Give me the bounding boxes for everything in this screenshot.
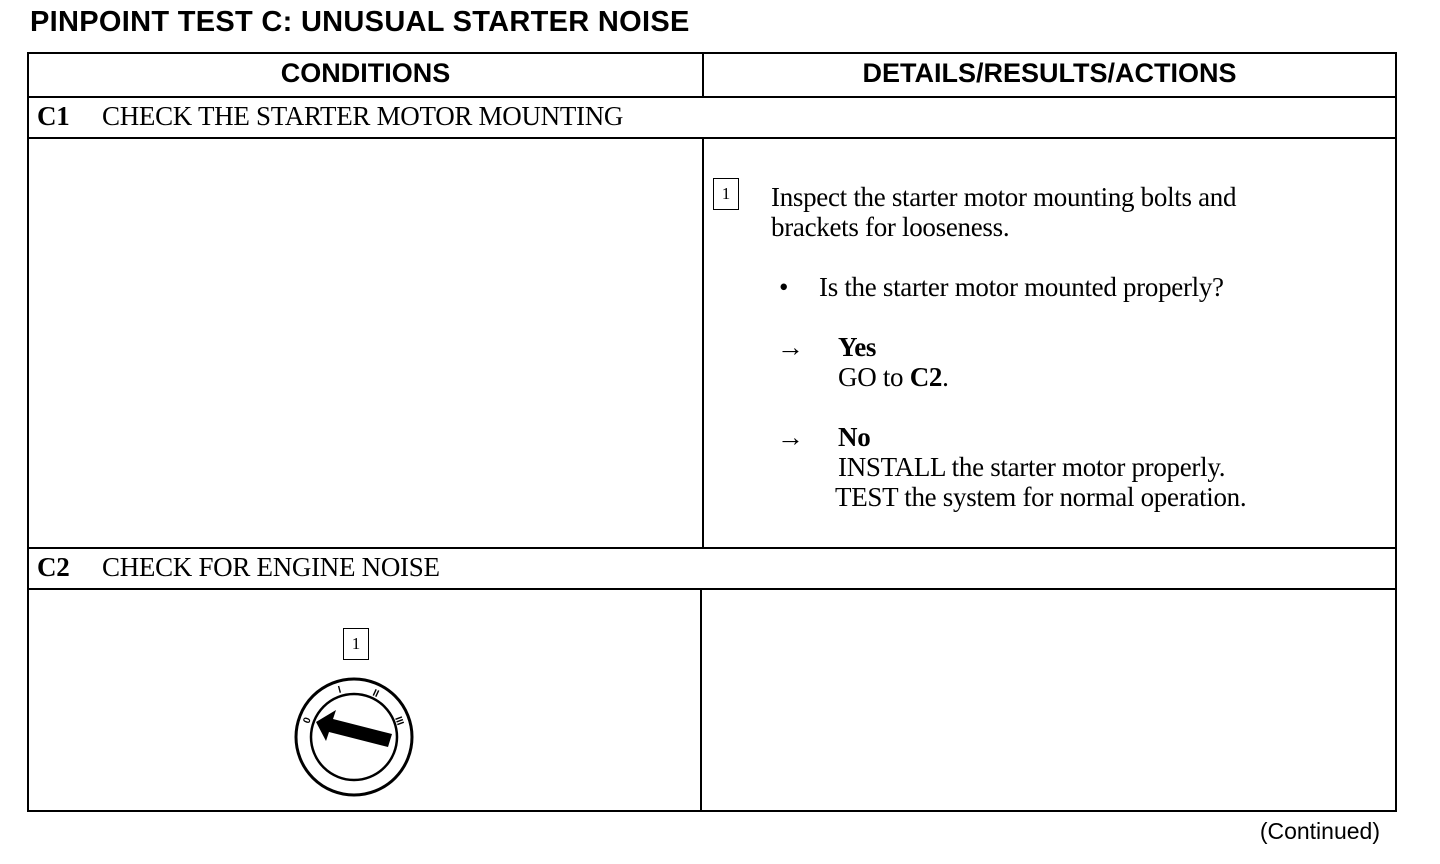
step-c2-id: C2 [37, 552, 70, 582]
bullet-icon: • [779, 272, 789, 302]
c2-column-divider [700, 588, 702, 812]
yes-action-suffix: . [942, 362, 949, 392]
step-c1-heading [37, 101, 623, 132]
action-number-box: 1 [713, 178, 739, 210]
c1-instruction-line1: Inspect the starter motor mounting bolts and [771, 182, 1237, 212]
yes-action-prefix: GO to [838, 362, 910, 392]
conditions-header: CONDITIONS [280, 58, 451, 88]
c1-body-divider [29, 547, 1395, 549]
c1-question: Is the starter motor mounted properly? [819, 272, 1224, 302]
no-arrow-icon: → [777, 422, 804, 452]
no-action-line1: INSTALL the starter motor properly. [838, 452, 1226, 482]
header-divider [29, 96, 1395, 98]
no-label: No [838, 422, 871, 452]
ignition-position-2: II [370, 687, 381, 701]
c1-heading-divider [29, 137, 1395, 139]
c1-instruction-line2: brackets for looseness. [771, 212, 1010, 242]
ignition-position-3: III [392, 715, 406, 727]
ignition-position-1: I [336, 684, 343, 696]
c1-column-divider [702, 137, 704, 547]
step-c2-title: CHECK FOR ENGINE NOISE [102, 552, 440, 582]
pinpoint-test-table [27, 52, 1397, 812]
step-c2-heading [37, 552, 440, 583]
yes-arrow-icon: → [777, 332, 804, 362]
ignition-position-0: 0 [301, 716, 314, 726]
yes-action [838, 362, 949, 393]
details-header: DETAILS/RESULTS/ACTIONS [862, 58, 1237, 88]
ignition-pointer-arrow [316, 710, 392, 747]
continued-note: (Continued) [1259, 818, 1380, 844]
page-title: PINPOINT TEST C: UNUSUAL STARTER NOISE [30, 6, 690, 38]
yes-label: Yes [838, 332, 877, 362]
yes-action-target: C2 [909, 362, 943, 392]
step-c1-title: CHECK THE STARTER MOTOR MOUNTING [102, 101, 624, 131]
figure-number-box: 1 [343, 628, 369, 660]
c2-heading-divider [29, 588, 1395, 590]
ignition-switch-icon [289, 672, 419, 802]
no-action-line2: TEST the system for normal operation. [835, 482, 1247, 512]
step-c1-id: C1 [37, 101, 70, 131]
